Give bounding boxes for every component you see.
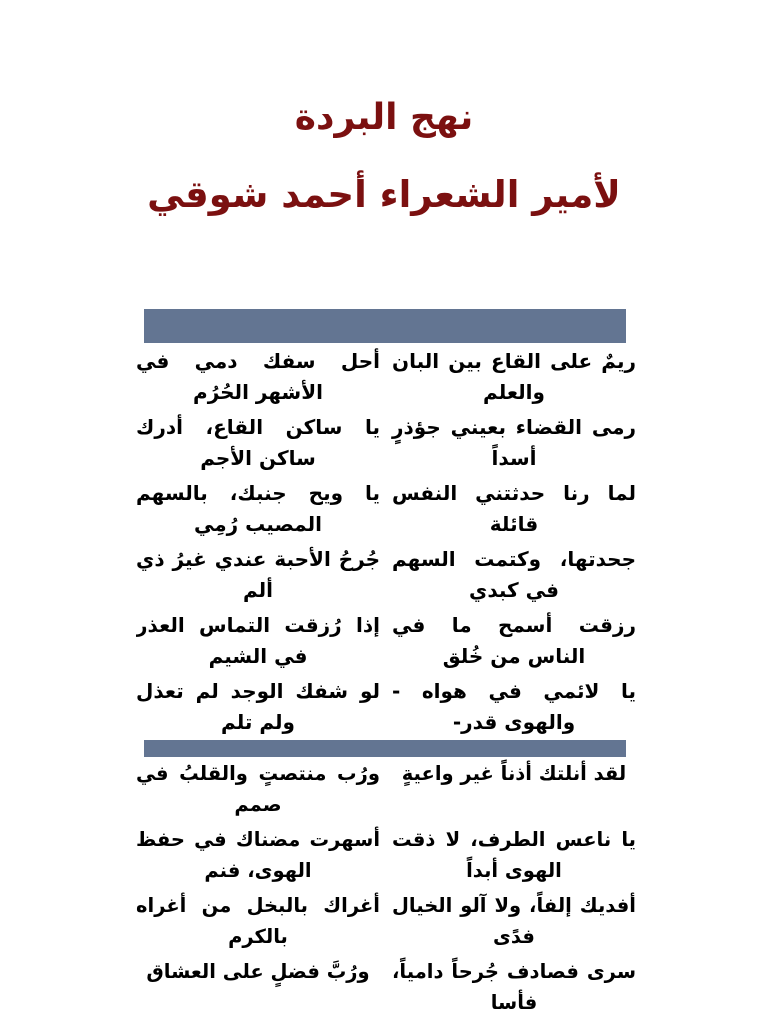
verse-first-hemistich: رمى القضاء بعيني جؤذرٍ أسداً — [392, 415, 636, 470]
verse-first-hemistich: لما رنا حدثتني النفس قائلة — [392, 481, 636, 536]
verse-second-hemistich: يا ساكن القاع، أدرك ساكن الأجم — [136, 415, 380, 470]
section-divider-band — [144, 740, 626, 757]
verse-table-2 — [136, 758, 636, 1022]
verse-row — [136, 544, 636, 610]
verse-row — [136, 478, 636, 544]
verse-first-hemistich: يا لائمي في هواه - والهوى قدر- — [392, 679, 636, 734]
verse-row — [136, 676, 636, 742]
verse-second-hemistich: أسهرت مضناك في حفظ الهوى، فنم — [136, 828, 380, 882]
verse-second-hemistich: ورُب منتصتٍ والقلبُ في صمم — [136, 762, 380, 816]
verse-second-hemistich: ورُبَّ فضلٍ على العشاق — [146, 960, 370, 983]
verse-second-hemistich: إذا رُزقت التماس العذر في الشيم — [136, 613, 380, 668]
verse-second-hemistich: أحل سفك دمي في الأشهر الحُرُم — [136, 349, 380, 404]
verse-first-hemistich: ريمٌ على القاع بين البان والعلم — [392, 349, 636, 404]
verse-first-hemistich: أفديك إلفاً، ولا آلو الخيال فدًى — [392, 894, 636, 948]
verse-first-hemistich: جحدتها، وكتمت السهم في كبدي — [392, 547, 636, 602]
verse-second-hemistich: يا ويح جنبك، بالسهم المصيب رُمِي — [136, 481, 380, 536]
verse-second-hemistich: أغراك بالبخل من أغراه بالكرم — [136, 894, 380, 948]
verse-table-1 — [136, 346, 636, 742]
verse-first-hemistich: يا ناعس الطرف، لا ذقت الهوى أبداً — [392, 828, 636, 882]
verse-row — [136, 412, 636, 478]
verse-first-hemistich: رزقت أسمح ما في الناس من خُلق — [392, 613, 636, 668]
verse-second-hemistich: جُرحُ الأحبة عندي غيرُ ذي ألم — [136, 547, 380, 602]
verse-row — [136, 346, 636, 412]
verse-row — [136, 956, 636, 1022]
verse-row — [136, 758, 636, 824]
verse-row — [136, 824, 636, 890]
verse-second-hemistich: لو شفك الوجد لم تعذل ولم تلم — [136, 679, 380, 734]
verse-first-hemistich: سرى فصادف جُرحاً دامياً، فأسا — [392, 960, 636, 1014]
verse-row — [136, 610, 636, 676]
poem-title: نهج البردة — [294, 97, 474, 138]
poem-subtitle: لأمير الشعراء أحمد شوقي — [147, 173, 621, 216]
table-header-band — [144, 309, 626, 343]
verse-first-hemistich: لقد أنلتك أذناً غير واعيةٍ — [401, 762, 627, 785]
verse-row — [136, 890, 636, 956]
